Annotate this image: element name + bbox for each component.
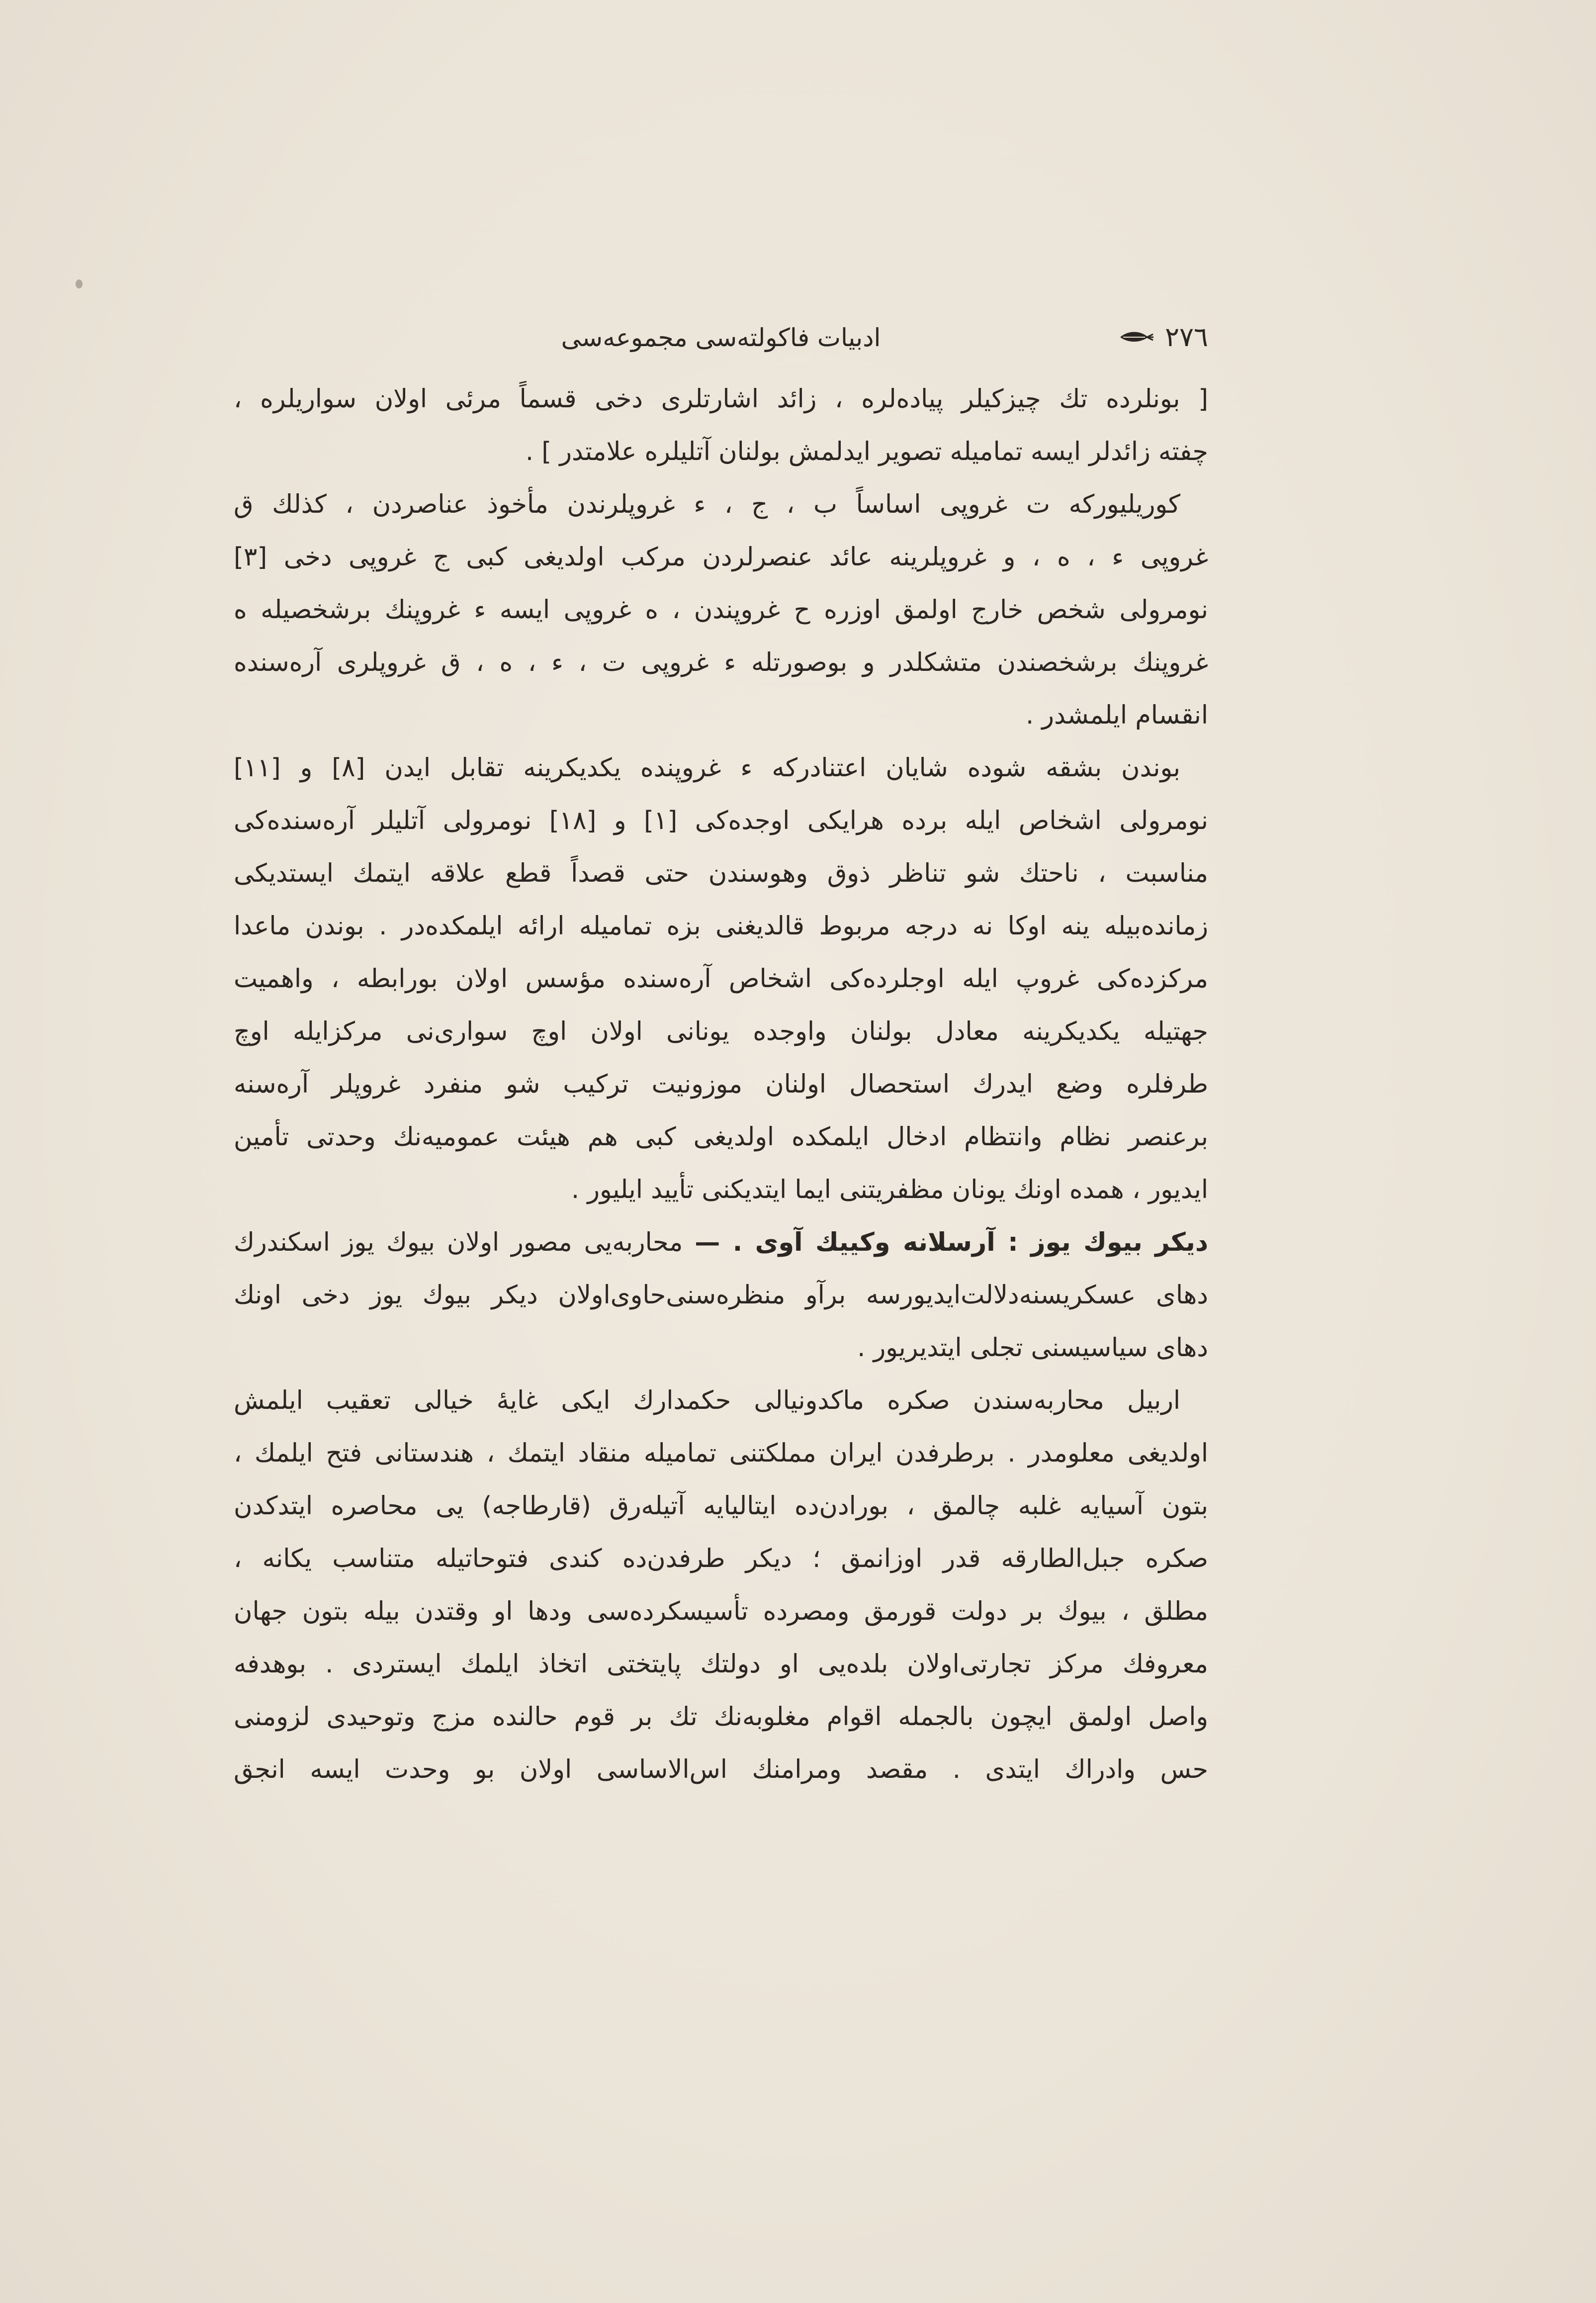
- text-line: طرفلره وضع ایدرك استحصال اولنان موزونیت تركیب شو منفرد غروپلر آره‌سنه: [234, 1070, 1208, 1099]
- text-line: مركزده‌كی غروپ ایله اوجلرده‌كی اشخاص آره‌سنده مؤسس اولان بورابطه ، واهمیت: [234, 964, 1208, 994]
- text-line: دهای عسكریسنه‌دلالت‌ایدیورسه برآو منظره‌سنی‌حاوی‌اولان دیكر بیوك یوز دخی اونك: [234, 1281, 1208, 1310]
- text-line: ایدیور ، همده اونك یونان مظفریتنی ایما ایتدیكنی تأیید ایلیور .: [571, 1175, 1208, 1204]
- text-line: بتون آسیایه غلبه چالمق ، بورادن‌ده ایتالیایه آتیله‌رق (قارطاجه) یی محاصره ایتدكدن: [234, 1491, 1208, 1521]
- text-line: انقسام ایلمشدر .: [1025, 701, 1208, 730]
- text-line: معروفك مركز تجارتی‌اولان بلده‌یی او دولتك پایتختی اتخاذ ایلمك ایستردی . بوهدفه: [234, 1650, 1208, 1679]
- text-line: اربیل محاربه‌سندن صكره ماكدونیالی حكمدارك ایكی غایهٔ خیالی تعقیب ایلمش: [234, 1386, 1180, 1415]
- text-line: صكره جبل‌الطارقه قدر اوزانمق ؛ دیكر طرفدن‌ده كندی فتوحاتیله متناسب یكانه ،: [234, 1544, 1208, 1573]
- text-line: [234, 1216, 1208, 1269]
- margin-ink-spot: [76, 279, 83, 288]
- running-head: [234, 318, 1208, 363]
- text-line: غروپی ء ، ه ، و غروپلرینه عائد عنصرلردن مركب اولدیغی كبی ج غروپی دخی [٣]: [234, 543, 1208, 572]
- section-heading: دیكر بیوك یوز : آرسلانه وكییك آوی . —: [695, 1228, 1208, 1257]
- paragraph-3: [234, 742, 1208, 1216]
- paragraph-4: [234, 1216, 1208, 1375]
- text-line: زمانده‌بیله ینه اوكا نه درجه مربوط قالدیغنی بزه تمامیله ارائه ایلمكده‌در . بوندن ماعدا: [234, 912, 1208, 941]
- text-line: جهتیله یكدیكرینه معادل بولنان واوجده یونانی اولان اوچ سواری‌نی مركزایله اوچ: [234, 1017, 1208, 1046]
- text-line: كوریلیوركه ت غروپی اساساً ب ، ج ، ء غروپلرندن مأخوذ عناصردن ، كذلك ق: [234, 490, 1180, 519]
- text-line: چفته زائدلر ایسه تمامیله تصویر ایدلمش بولنان آتلیلره علامتدر ] .: [525, 437, 1208, 466]
- paragraph-2: [234, 478, 1208, 742]
- text-line: اولدیغی معلومدر . برطرفدن ایران مملكتنی تمامیله منقاد ایتمك ، هندستانی فتح ایلمك ،: [234, 1439, 1208, 1468]
- journal-title: ادبیات فاكولته‌سی مجموعه‌سی: [561, 323, 881, 352]
- text-line: مطلق ، بیوك بر دولت قورمق ومصرده تأسیسكرده‌سی ودها او وقتدن بیله بتون جهان: [234, 1597, 1208, 1626]
- page-number: ٢٧٦: [1164, 321, 1208, 353]
- text-run: محاربه‌یی مصور اولان بیوك یوز اسكندرك: [234, 1228, 683, 1257]
- text-line: نومرولی اشخاص ایله برده هرایكی اوجده‌كی [١] و [١٨] نومرولی آتلیلر آره‌سنده‌كی: [234, 806, 1208, 835]
- paragraph-1: [234, 373, 1208, 478]
- text-line: حس وادراك ایتدی . مقصد ومرامنك اس‌الاساسی اولان بو وحدت ایسه انجق: [234, 1755, 1208, 1784]
- text-line: مناسبت ، ناحتك شو تناظر ذوق وهوسندن حتی قصداً قطع علاقه ایتمك ایستدیكی: [234, 859, 1208, 888]
- paragraph-5: [234, 1375, 1208, 1796]
- text-line: دهای سیاسیسنی تجلی ایتدیریور .: [857, 1333, 1208, 1363]
- text-line: غروپنك برشخصندن متشكلدر و بوصورتله ء غروپی ت ، ء ، ه ، ق غروپلری آره‌سنده: [234, 648, 1208, 677]
- text-line: برعنصر نظام وانتظام ادخال ایلمكده اولدیغی كبی هم هیئت عمومیه‌نك وحدتی تأمین: [234, 1122, 1208, 1152]
- text-line: واصل اولمق ایچون بالجمله اقوام مغلوبه‌نك تك بر قوم حالنده مزج وتوحیدی لزومنی: [234, 1702, 1208, 1732]
- text-block: [234, 318, 1208, 1796]
- text-line: بوندن بشقه شوده شایان اعتنادركه ء غروپنده یكدیكرینه تقابل ایدن [٨] و [١١]: [234, 753, 1180, 783]
- text-line: نومرولی شخص خارج اولمق اوزره ح غروپندن ، ه غروپی ایسه ء غروپنك برشخصیله ه: [234, 595, 1208, 625]
- text-line: [ بونلرده تك چیزكیلر پیاده‌لره ، زائد اشارتلری دخی قسماً مرئی اولان سواریلره ،: [234, 384, 1208, 414]
